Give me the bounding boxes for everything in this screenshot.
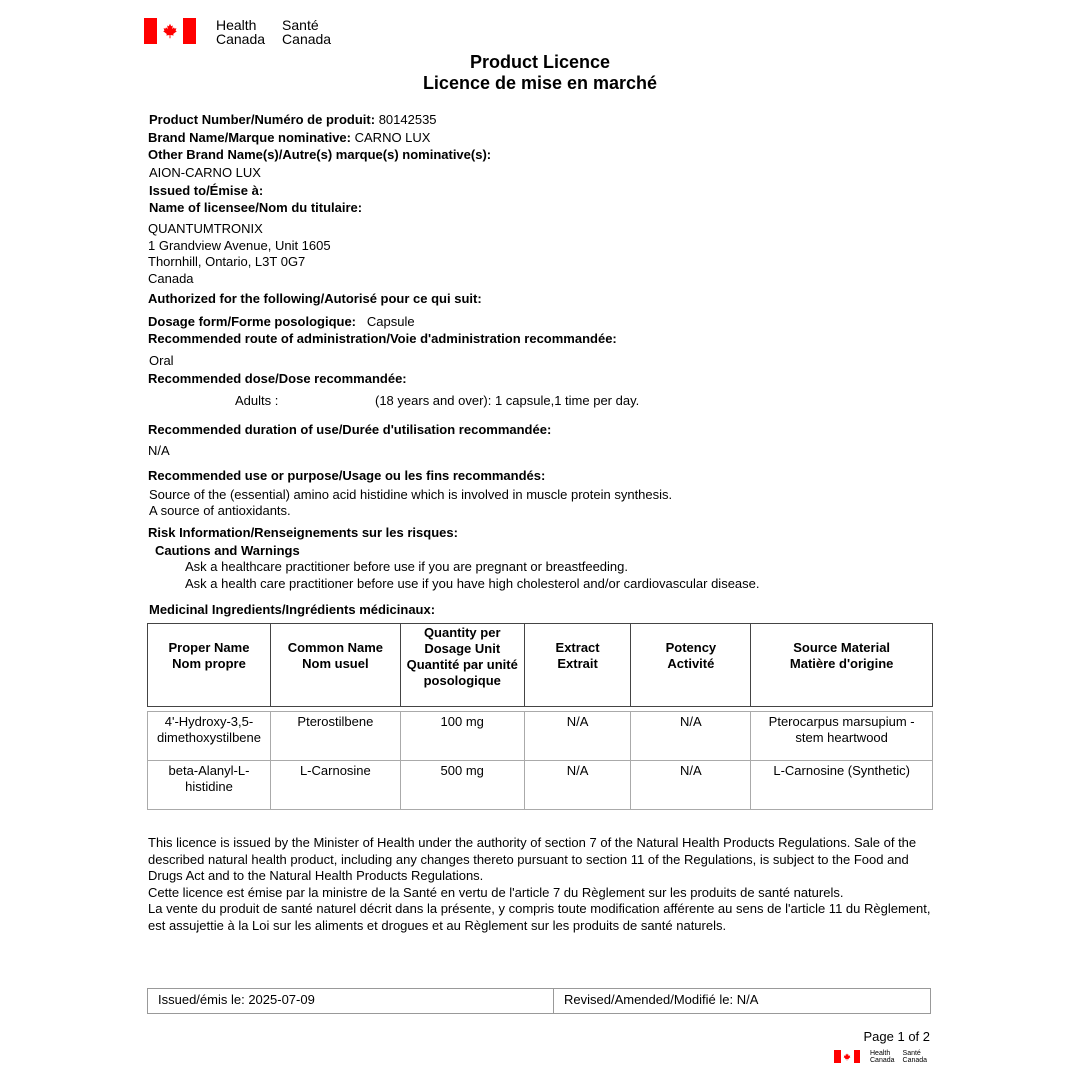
legal-fr-2: La vente du produit de santé naturel décrit dans la présente, y compris toute modification afférente au sens de l'article 11 du Règlement, est assujettie à la Loi sur les aliments et drogues et au Règlement sur les produits de santé naturels. — [148, 901, 931, 933]
issued-date: Issued/émis le: 2025-07-09 — [148, 989, 554, 1013]
agency-fr-line2: Canada — [282, 31, 332, 47]
title-fr: Licence de mise en marché — [422, 73, 658, 93]
other-brand-value: AION-CARNO LUX — [149, 165, 261, 180]
table-row — [148, 712, 933, 761]
cell-proper-name: beta-Alanyl-L-histidine — [148, 761, 271, 810]
cell-proper-name: 4'-Hydroxy-3,5-dimethoxystilbene — [148, 712, 271, 761]
caution-2: Ask a health care practitioner before use if you have high cholesterol and/or cardiovascular disease. — [185, 576, 760, 591]
table-header-row — [148, 624, 933, 707]
licensee-label: Name of licensee/Nom du titulaire: — [149, 200, 363, 215]
footer-agency-en-line2: Canada — [870, 1057, 895, 1064]
dose-value: (18 years and over): 1 capsule,1 time per day. — [375, 393, 640, 408]
duration-value: N/A — [148, 443, 170, 458]
cell-source-material: L-Carnosine (Synthetic) — [751, 761, 933, 810]
table-row — [148, 761, 933, 810]
use-line2: A source of antioxidants. — [149, 503, 291, 518]
dosage-form — [148, 314, 415, 330]
brand-name — [148, 130, 430, 146]
caution-1: Ask a healthcare practitioner before use if you are pregnant or breastfeeding. — [185, 559, 628, 574]
brand-name-label: Brand Name/Marque nominative: — [148, 130, 351, 145]
header-potency: Potency Activité — [631, 624, 751, 707]
page-number: Page 1 of 2 — [863, 1029, 930, 1044]
ingredients-heading: Medicinal Ingredients/Ingrédients médicinaux: — [149, 602, 436, 617]
risk-label: Risk Information/Renseignements sur les risques: — [148, 525, 458, 540]
canada-flag-icon — [834, 1050, 860, 1063]
other-brand-label: Other Brand Name(s)/Autre(s) marque(s) nominative(s): — [148, 147, 492, 162]
use-line1: Source of the (essential) amino acid histidine which is involved in muscle protein synthesis. — [149, 487, 673, 502]
brand-name-value: CARNO LUX — [354, 130, 431, 145]
cell-extract: N/A — [524, 712, 631, 761]
legal-text — [148, 835, 938, 934]
maple-leaf-icon — [162, 23, 178, 39]
header-quantity: Quantity per Dosage Unit Quantité par unité posologique — [400, 624, 524, 707]
header-proper-name: Proper Name Nom propre — [148, 624, 271, 707]
footer-agency-fr-line1: Santé — [902, 1050, 921, 1057]
ingredients-table — [147, 623, 933, 810]
header-source-material: Source Material Matière d'origine — [751, 624, 933, 707]
cell-common-name: Pterostilbene — [270, 712, 400, 761]
health-canada-logo — [144, 18, 348, 46]
header-common-name: Common Name Nom usuel — [270, 624, 400, 707]
document-title — [0, 52, 1080, 94]
duration-label: Recommended duration of use/Durée d'utilisation recommandée: — [148, 422, 552, 437]
title-en: Product Licence — [469, 52, 611, 72]
product-number — [149, 112, 437, 128]
footer-agency-fr-line2: Canada — [902, 1057, 928, 1064]
route-value: Oral — [149, 353, 174, 368]
address-line1: 1 Grandview Avenue, Unit 1605 — [148, 238, 331, 253]
health-canada-footer-logo — [834, 1050, 935, 1064]
issued-to-label: Issued to/Émise à: — [149, 183, 264, 198]
cell-potency: N/A — [631, 761, 751, 810]
canada-flag-icon — [144, 18, 196, 44]
cell-quantity: 100 mg — [400, 712, 524, 761]
footer-agency-en-line1: Health — [870, 1050, 891, 1057]
dosage-form-label: Dosage form/Forme posologique: — [148, 314, 357, 329]
address-line2: Thornhill, Ontario, L3T 0G7 — [148, 254, 306, 269]
cell-source-material: Pterocarpus marsupium - stem heartwood — [751, 712, 933, 761]
dose-group: Adults : — [235, 393, 279, 408]
agency-en-line1: Health — [216, 17, 257, 33]
cautions-label: Cautions and Warnings — [155, 543, 300, 558]
address-line3: Canada — [148, 271, 194, 286]
authorized-heading: Authorized for the following/Autorisé pour ce qui suit: — [148, 291, 482, 306]
legal-en: This licence is issued by the Minister of Health under the authority of section 7 of the Natural Health Products Regulations. Sale of the described natural health product, including any changes thereto pursuant to section 11 of the Regulations, is subject to the Food and Drugs Act and to the Natural Health Products Regulations. — [148, 835, 917, 883]
cell-quantity: 500 mg — [400, 761, 524, 810]
legal-fr-1: Cette licence est émise par la ministre de la Santé en vertu de l'article 7 du Règlement sur les produits de santé naturels. — [148, 884, 844, 900]
product-number-label: Product Number/Numéro de produit: — [149, 112, 376, 127]
agency-en-line2: Canada — [216, 31, 266, 47]
dosage-form-value: Capsule — [366, 314, 415, 329]
dates-box — [147, 988, 931, 1014]
cell-extract: N/A — [524, 761, 631, 810]
use-label: Recommended use or purpose/Usage ou les fins recommandés: — [148, 468, 546, 483]
revised-date: Revised/Amended/Modifié le: N/A — [564, 992, 759, 1007]
cell-common-name: L-Carnosine — [270, 761, 400, 810]
licensee-name: QUANTUMTRONIX — [148, 221, 263, 236]
agency-fr-line1: Santé — [282, 17, 319, 33]
cell-potency: N/A — [631, 712, 751, 761]
maple-leaf-icon — [843, 1053, 851, 1061]
product-number-value: 80142535 — [378, 112, 437, 127]
dose-label: Recommended dose/Dose recommandée: — [148, 371, 407, 386]
route-label: Recommended route of administration/Voie d'administration recommandée: — [148, 331, 617, 346]
header-extract: Extract Extrait — [524, 624, 631, 707]
